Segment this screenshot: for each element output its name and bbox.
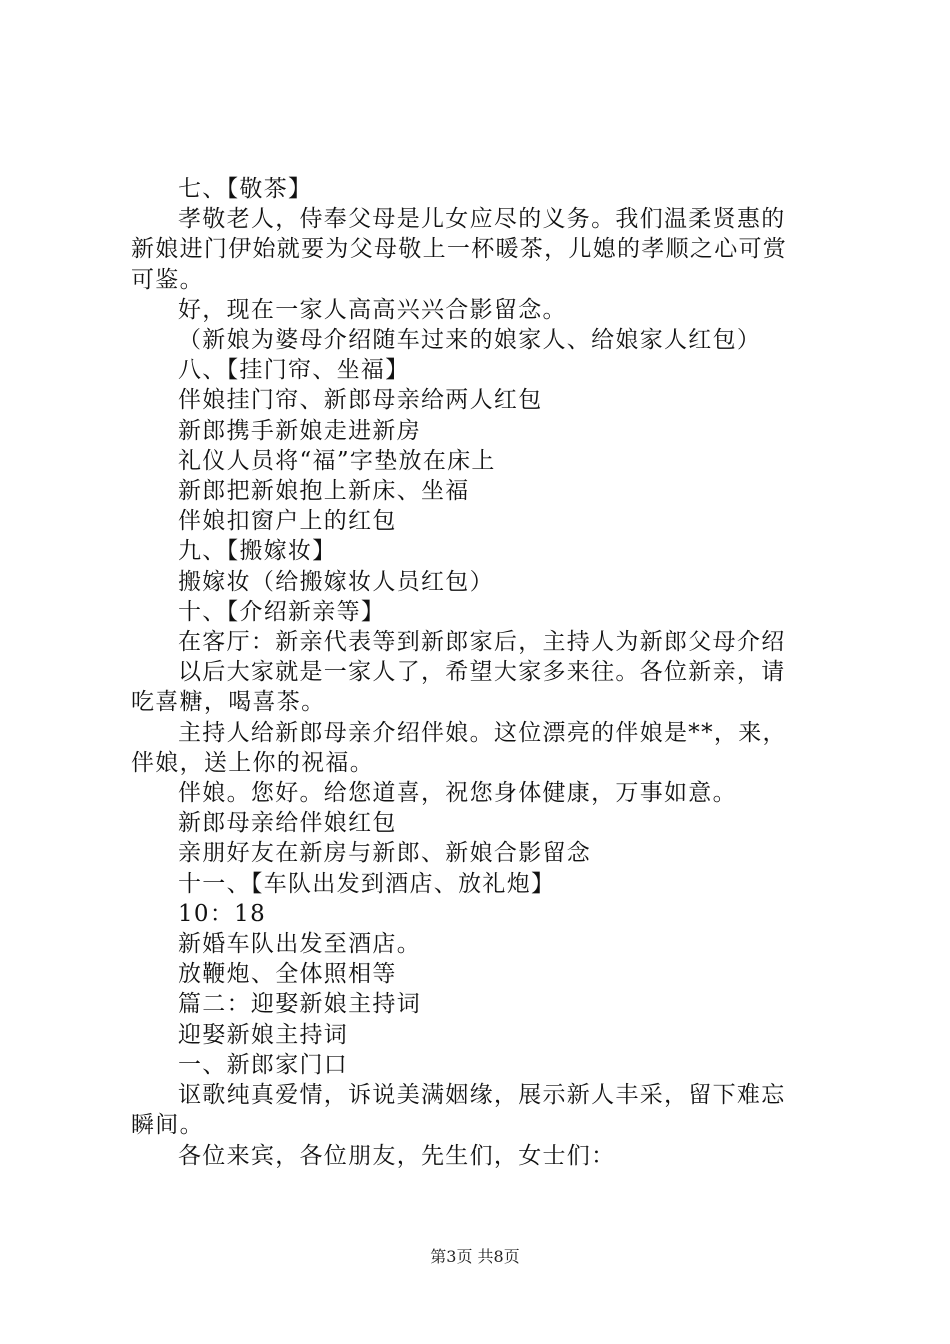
text-line: 新郎把新娘抱上新床、坐福 xyxy=(178,478,470,505)
text-line: 好，现在一家人高高兴兴合影留念。 xyxy=(178,296,567,323)
text-line: 新郎母亲给伴娘红包 xyxy=(178,810,397,837)
text-line: 伴娘。您好。给您道喜，祝您身体健康，万事如意。 xyxy=(178,780,737,807)
text-line: 八、【挂门帘、坐福】 xyxy=(178,357,410,384)
text-line: 主持人给新郎母亲介绍伴娘。这位漂亮的伴娘是**，来， xyxy=(178,719,787,746)
text-line: 以后大家就是一家人了，希望大家多来往。各位新亲，请 xyxy=(178,659,786,686)
text-line: 孝敬老人，侍奉父母是儿女应尽的义务。我们温柔贤惠的 xyxy=(178,206,786,233)
text-line: 在客厅：新亲代表等到新郎家后，主持人为新郎父母介绍 xyxy=(178,629,786,656)
text-line: （新娘为婆母介绍随车过来的娘家人、给娘家人红包） xyxy=(178,327,762,354)
text-line: 吃喜糖，喝喜茶。 xyxy=(131,689,326,716)
text-line: 搬嫁妆（给搬嫁妆人员红包） xyxy=(178,568,494,595)
text-line: 放鞭炮、全体照相等 xyxy=(178,961,397,988)
text-line: 伴娘挂门帘、新郎母亲给两人红包 xyxy=(178,387,543,414)
text-line: 新娘进门伊始就要为父母敬上一杯暖茶，儿媳的孝顺之心可赏 xyxy=(131,236,788,263)
text-line: 十、【介绍新亲等】 xyxy=(178,598,386,625)
document-body xyxy=(131,174,833,1171)
text-line: 礼仪人员将“福”字垫放在床上 xyxy=(178,447,496,474)
text-line: 新婚车队出发至酒店。 xyxy=(178,931,421,958)
text-line: 亲朋好友在新房与新郎、新娘合影留念 xyxy=(178,840,592,867)
text-line: 篇二：迎娶新娘主持词 xyxy=(178,991,421,1018)
text-line: 讴歌纯真爱情，诉说美满姻缘，展示新人丰采，留下难忘 xyxy=(178,1082,786,1109)
text-line: 瞬间。 xyxy=(131,1112,204,1139)
text-line: 七、【敬茶】 xyxy=(178,176,313,202)
text-line: 新郎携手新娘走进新房 xyxy=(178,417,421,444)
text-line: 十一、【车队出发到酒店、放礼炮】 xyxy=(178,870,556,897)
text-line: 迎娶新娘主持词 xyxy=(178,1021,349,1048)
text-line: 九、【搬嫁妆】 xyxy=(178,538,337,565)
page-footer: 第3页 共8页 xyxy=(430,1247,520,1266)
text-line: 各位来宾，各位朋友，先生们，女士们： xyxy=(178,1142,616,1169)
text-line: 一、新郎家门口 xyxy=(178,1051,349,1078)
text-line: 10：18 xyxy=(178,900,267,927)
text-line: 伴娘，送上你的祝福。 xyxy=(131,749,374,776)
text-line: 可鉴。 xyxy=(131,266,204,293)
text-line: 伴娘扣窗户上的红包 xyxy=(178,508,397,535)
